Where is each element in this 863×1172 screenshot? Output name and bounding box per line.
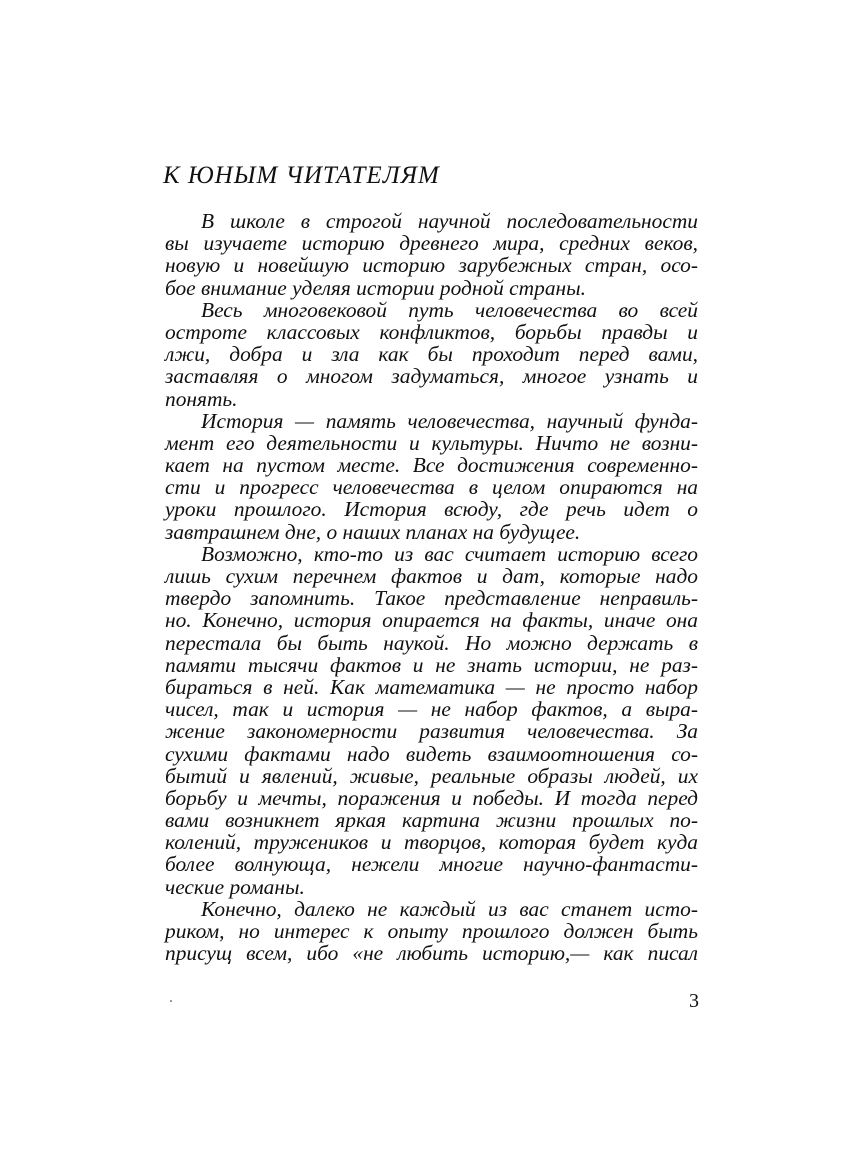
text-line: борьбу и мечты, поражения и победы. И тогда перед bbox=[165, 785, 698, 810]
text-line: лишь сухим перечнем фактов и дат, которые надо bbox=[165, 564, 698, 588]
text-line: бое внимание уделяя истории родной страны. bbox=[165, 275, 586, 300]
print-speck bbox=[170, 1000, 172, 1002]
text-line: Весь многовековой путь человечества во всей bbox=[201, 297, 698, 322]
paragraph bbox=[165, 210, 698, 299]
paragraph bbox=[165, 898, 698, 965]
text-line: заставляя о многом задуматься, многое узнать и bbox=[165, 364, 698, 389]
text-line: ческие романы. bbox=[165, 874, 305, 899]
text-line: риком, но интерес к опыту прошлого должен быть bbox=[165, 919, 698, 943]
text-line: перестала бы быть наукой. Но можно держать в bbox=[165, 630, 698, 655]
page-number: 3 bbox=[689, 990, 699, 1012]
text-line: вами возникнет яркая картина жизни прошлых по- bbox=[165, 808, 698, 833]
text-line: остроте классовых конфликтов, борьбы правды и bbox=[165, 319, 698, 344]
paragraph bbox=[165, 299, 698, 410]
text-line: Конечно, далеко не каждый из вас станет исто- bbox=[201, 896, 698, 921]
text-line: вы изучаете историю древнего мира, средних веков, bbox=[165, 231, 698, 256]
text-line: жение закономерности развития человечества. За bbox=[165, 719, 698, 744]
text-line: уроки прошлого. История всюду, где речь идет о bbox=[165, 497, 698, 522]
text-line: мент его деятельности и культуры. Ничто не возни- bbox=[165, 430, 698, 455]
text-line: бытий и явлений, живые, реальные образы людей, их bbox=[165, 763, 698, 788]
paragraph bbox=[165, 410, 698, 543]
text-line: но. Конечно, история опирается на факты, иначе она bbox=[165, 608, 698, 633]
text-line: кает на пустом месте. Все достижения современно- bbox=[165, 453, 698, 478]
text-line: присущ всем, ибо «не любить историю,— как писал bbox=[165, 941, 698, 966]
text-line: более волнующа, нежели многие научно-фантасти- bbox=[165, 852, 698, 877]
text-line: сти и прогресс человечества в целом опираются на bbox=[165, 475, 698, 500]
paragraph bbox=[165, 543, 698, 898]
text-line: В школе в строгой научной последовательности bbox=[201, 209, 698, 233]
text-line: Возможно, кто-то из вас считает историю всего bbox=[201, 541, 698, 566]
text-line: новую и новейшую историю зарубежных стран, осо- bbox=[165, 253, 698, 278]
text-line: колений, тружеников и творцов, которая будет куда bbox=[165, 830, 698, 855]
text-line: бираться в ней. Как математика — не просто набор bbox=[165, 674, 698, 699]
text-line: История — память человечества, научный фунда- bbox=[201, 408, 698, 433]
text-line: твердо запомнить. Такое представление неправиль- bbox=[165, 586, 698, 611]
text-line: лжи, добра и зла как бы проходит перед вами, bbox=[165, 342, 698, 367]
text-line: памяти тысячи фактов и не знать истории, не раз- bbox=[165, 652, 698, 677]
text-line: понять. bbox=[165, 386, 238, 411]
text-line: сухими фактами надо видеть взаимоотношения со- bbox=[165, 741, 698, 766]
text-line: чисел, так и история — не набор фактов, а выра- bbox=[165, 697, 698, 722]
body-text bbox=[165, 210, 698, 964]
page-heading: К ЮНЫМ ЧИТАТЕЛЯМ bbox=[163, 162, 440, 189]
text-line: завтрашнем дне, о наших планах на будущее. bbox=[165, 519, 581, 544]
